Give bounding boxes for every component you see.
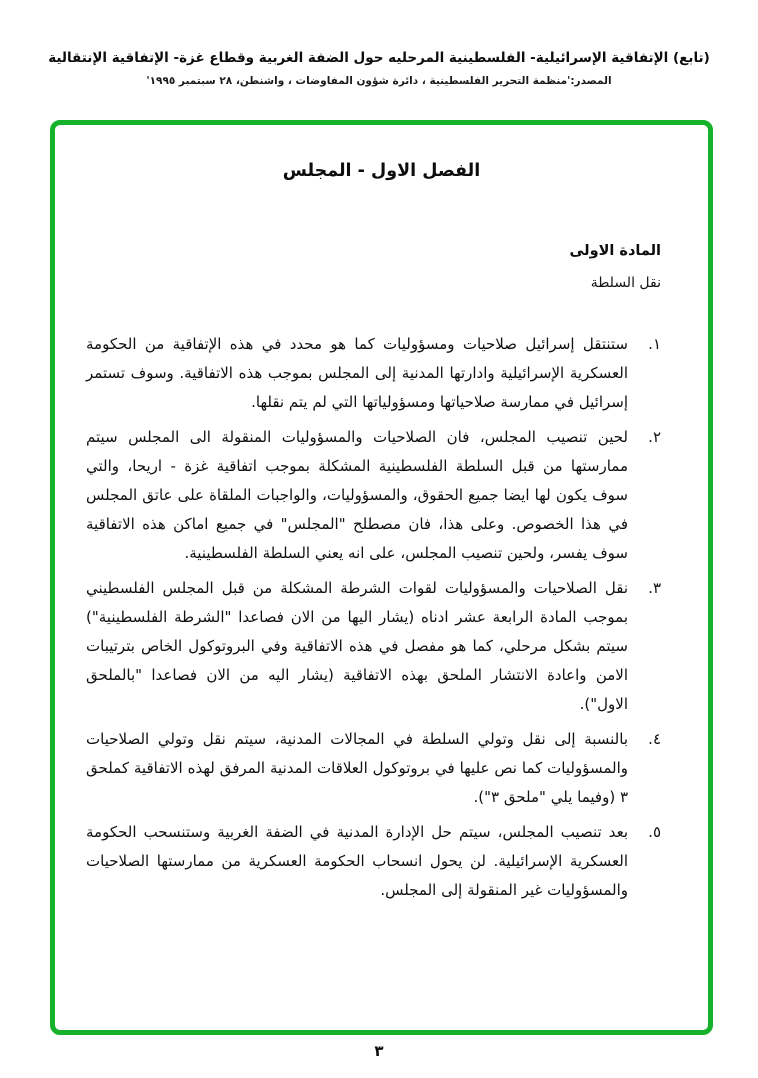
content-border-frame xyxy=(50,120,713,1035)
paragraph-text: نقل الصلاحيات والمسؤوليات لقوات الشرطة المشكلة من قبل المجلس الفلسطيني بموجب المادة الرابعة عشر ادناه (يشار اليها من الان فصاعدا "الشرطة الفلسطينية") سيتم بشكل مرحلي، كما هو مفصل في هذه الاتفاقية وفي البروتوكول الخاص بترتيبات الامن واعادة الانتشار الملحق بهذه الاتفاقية (يشار اليه من الان فصاعدا "بالملحق الاول"). xyxy=(86,579,628,713)
paragraph-item-2 xyxy=(86,423,661,568)
paragraph-number: ١. xyxy=(648,335,661,353)
paragraph-item-1 xyxy=(86,330,661,417)
article-heading: المادة الاولى xyxy=(569,243,661,259)
paragraph-list xyxy=(86,330,661,911)
document-header-source: المصدر:'منظمة التحرير الفلسطينية ، دائرة شؤون المفاوضات ، واشنطن، ٢٨ سبتمبر ١٩٩٥' xyxy=(146,75,612,88)
article-subheading: نقل السلطة xyxy=(590,275,661,291)
paragraph-item-5 xyxy=(86,818,661,905)
paragraph-number: ٣. xyxy=(648,579,661,597)
paragraph-text: لحين تنصيب المجلس، فان الصلاحيات والمسؤوليات المنقولة الى المجلس سيتم ممارستها من قبل السلطة الفلسطينية المشكلة بموجب اتفاقية غزة - اريحا، والتي سوف يكون لها ايضا جميع الحقوق، والمسؤوليات، والواجبات الملقاة على عاتق المجلس في هذا الخصوص. وعلى هذا، فان مصطلح "المجلس" في جميع اماكن هذه الاتفاقية سوف يفسر، ولحين تنصيب المجلس، على انه يعني السلطة الفلسطينية. xyxy=(86,428,628,562)
paragraph-item-4 xyxy=(86,725,661,812)
document-header-title: (تابع) الإتفاقية الإسرائيلية- الفلسطينية المرحليه حول الضفة الغربية وقطاع غزة- الإتفاقية الإنتقالية xyxy=(48,50,710,66)
paragraph-number: ٥. xyxy=(648,823,661,841)
document-header xyxy=(0,48,758,87)
page-number: ٣ xyxy=(374,1042,384,1060)
paragraph-text: ستنتقل إسرائيل صلاحيات ومسؤوليات كما هو محدد في هذه الإتفاقية من الحكومة العسكرية الإسرائيلية وادارتها المدنية إلى المجلس بموجب هذه الاتفاقية. وسوف تستمر إسرائيل في ممارسة صلاحياتها ومسؤولياتها التي لم يتم نقلها. xyxy=(86,335,628,411)
paragraph-item-3 xyxy=(86,574,661,719)
paragraph-number: ٢. xyxy=(648,428,661,446)
chapter-title: الفصل الاول - المجلس xyxy=(282,161,481,181)
paragraph-text: بعد تنصيب المجلس، سيتم حل الإدارة المدنية في الضفة الغربية وستنسحب الحكومة العسكرية الإسرائيلية. لن يحول انسحاب الحكومة العسكرية من ممارستها الصلاحيات والمسؤوليات غير المنقولة إلى المجلس. xyxy=(86,823,628,899)
paragraph-number: ٤. xyxy=(648,730,661,748)
paragraph-text: بالنسبة إلى نقل وتولي السلطة في المجالات المدنية، سيتم نقل وتولي الصلاحيات والمسؤوليات كما نص عليها في بروتوكول العلاقات المدنية المرفق لهذه الاتفاقية كملحق ٣ (وفيما يلي "ملحق ٣"). xyxy=(86,730,628,806)
